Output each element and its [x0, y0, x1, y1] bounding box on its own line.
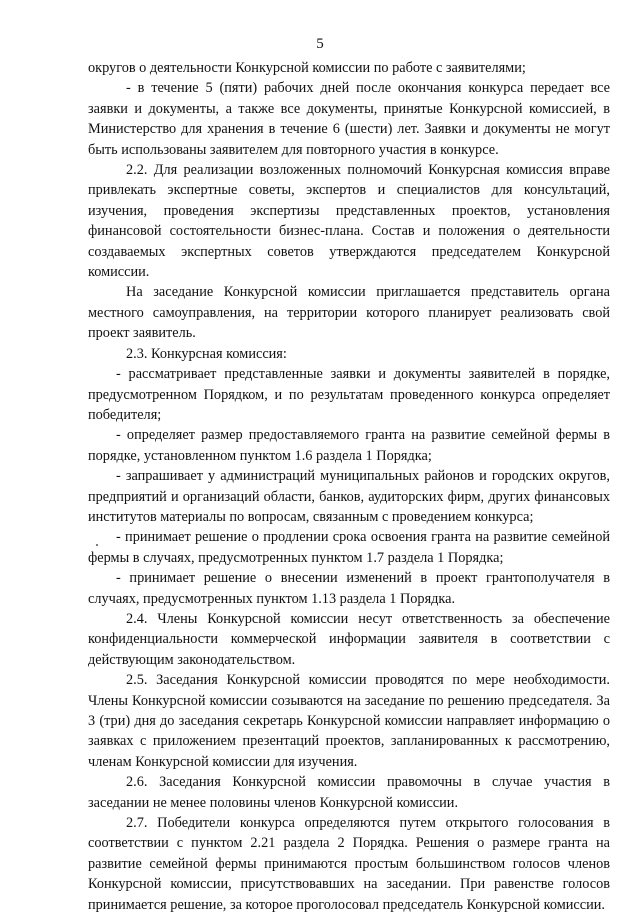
- list-item-amends-project: - принимает решение о внесении изменений в проект грантополучателя в случаях, предусмотренных пунктом 1.13 раздела 1 Порядка.: [88, 570, 610, 607]
- paragraph-2-4: 2.4. Члены Конкурсной комиссии несут ответственность за обеспечение конфиденциальности коммерческой информации заявителя в соответствии с действующим законодательством.: [88, 610, 610, 668]
- scan-artifact: [96, 544, 98, 546]
- paragraph-transfer-documents: - в течение 5 (пяти) рабочих дней после окончания конкурса передает все заявки и документы, а также все документы, принятые Конкурсной комиссией, в Министерство для хранения в течение 6 (шести) лет. Заявки и документы не могут быть использованы заявителем для повторного участия в конкурсе.: [88, 80, 610, 158]
- list-item-requests-materials: - запрашивает у администраций муниципальных районов и городских округов, предприятий и организаций области, банков, аудиторских фирм, других финансовых институтов материалы по вопросам, связанным с проведением конкурса;: [88, 468, 610, 525]
- document-body: [88, 58, 610, 915]
- list-item-reviews-applications: - рассматривает представленные заявки и документы заявителей в порядке, предусмотренном Порядком, и по результатам проведенного конкурса определяет победителя;: [88, 366, 610, 423]
- list-item-determines-grant-size: - определяет размер предоставляемого гранта на развитие семейной фермы в порядке, установленном пунктом 1.6 раздела 1 Порядка;: [88, 427, 610, 464]
- paragraph-2-7: 2.7. Победители конкурса определяются путем открытого голосования в соответствии с пунктом 2.21 раздела 2 Порядка. Решения о размере гранта на развитие семейной фермы принимаются простым большинством голосов членов Конкурсной комиссии, присутствовавших на заседании. При равенстве голосов принимается решение, за которое проголосовал председатель Конкурсной комиссии.: [88, 815, 610, 913]
- page-number: 5: [316, 36, 324, 52]
- paragraph-2-5: 2.5. Заседания Конкурсной комиссии проводятся по мере необходимости. Члены Конкурсной комиссии созываются на заседание по решению председателя. За 3 (три) дня до заседания секретарь Конкурсной комиссии направляет информацию о заявках с приложением презентаций проектов, запланированных к рассмотрению, членам Конкурсной комиссии для изучения.: [88, 672, 610, 770]
- paragraph-continuation: округов о деятельности Конкурсной комиссии по работе с заявителями;: [88, 60, 526, 76]
- paragraph-2-3-heading: 2.3. Конкурсная комиссия:: [126, 345, 287, 362]
- list-item-extends-grant-term: - принимает решение о продлении срока освоения гранта на развитие семейной фермы в случаях, предусмотренных пунктом 1.7 раздела 1 Порядка;: [88, 529, 610, 566]
- paragraph-2-6: 2.6. Заседания Конкурсной комиссии правомочны в случае участия в заседании не менее половины членов Конкурсной комиссии.: [88, 774, 610, 811]
- paragraph-invited-representative: На заседание Конкурсной комиссии приглашается представитель органа местного самоуправления, на территории которого планирует реализовать свой проект заявитель.: [88, 284, 610, 342]
- paragraph-2-2: 2.2. Для реализации возложенных полномочий Конкурсная комиссия вправе привлекать экспертные советы, экспертов и специалистов для консультаций, изучения, проведения экспертизы представленных проектов, установления финансовой состоятельности бизнес-плана. Состав и положения о деятельности создаваемых экспертных советов утверждаются председателем Конкурсной комиссии.: [88, 162, 610, 281]
